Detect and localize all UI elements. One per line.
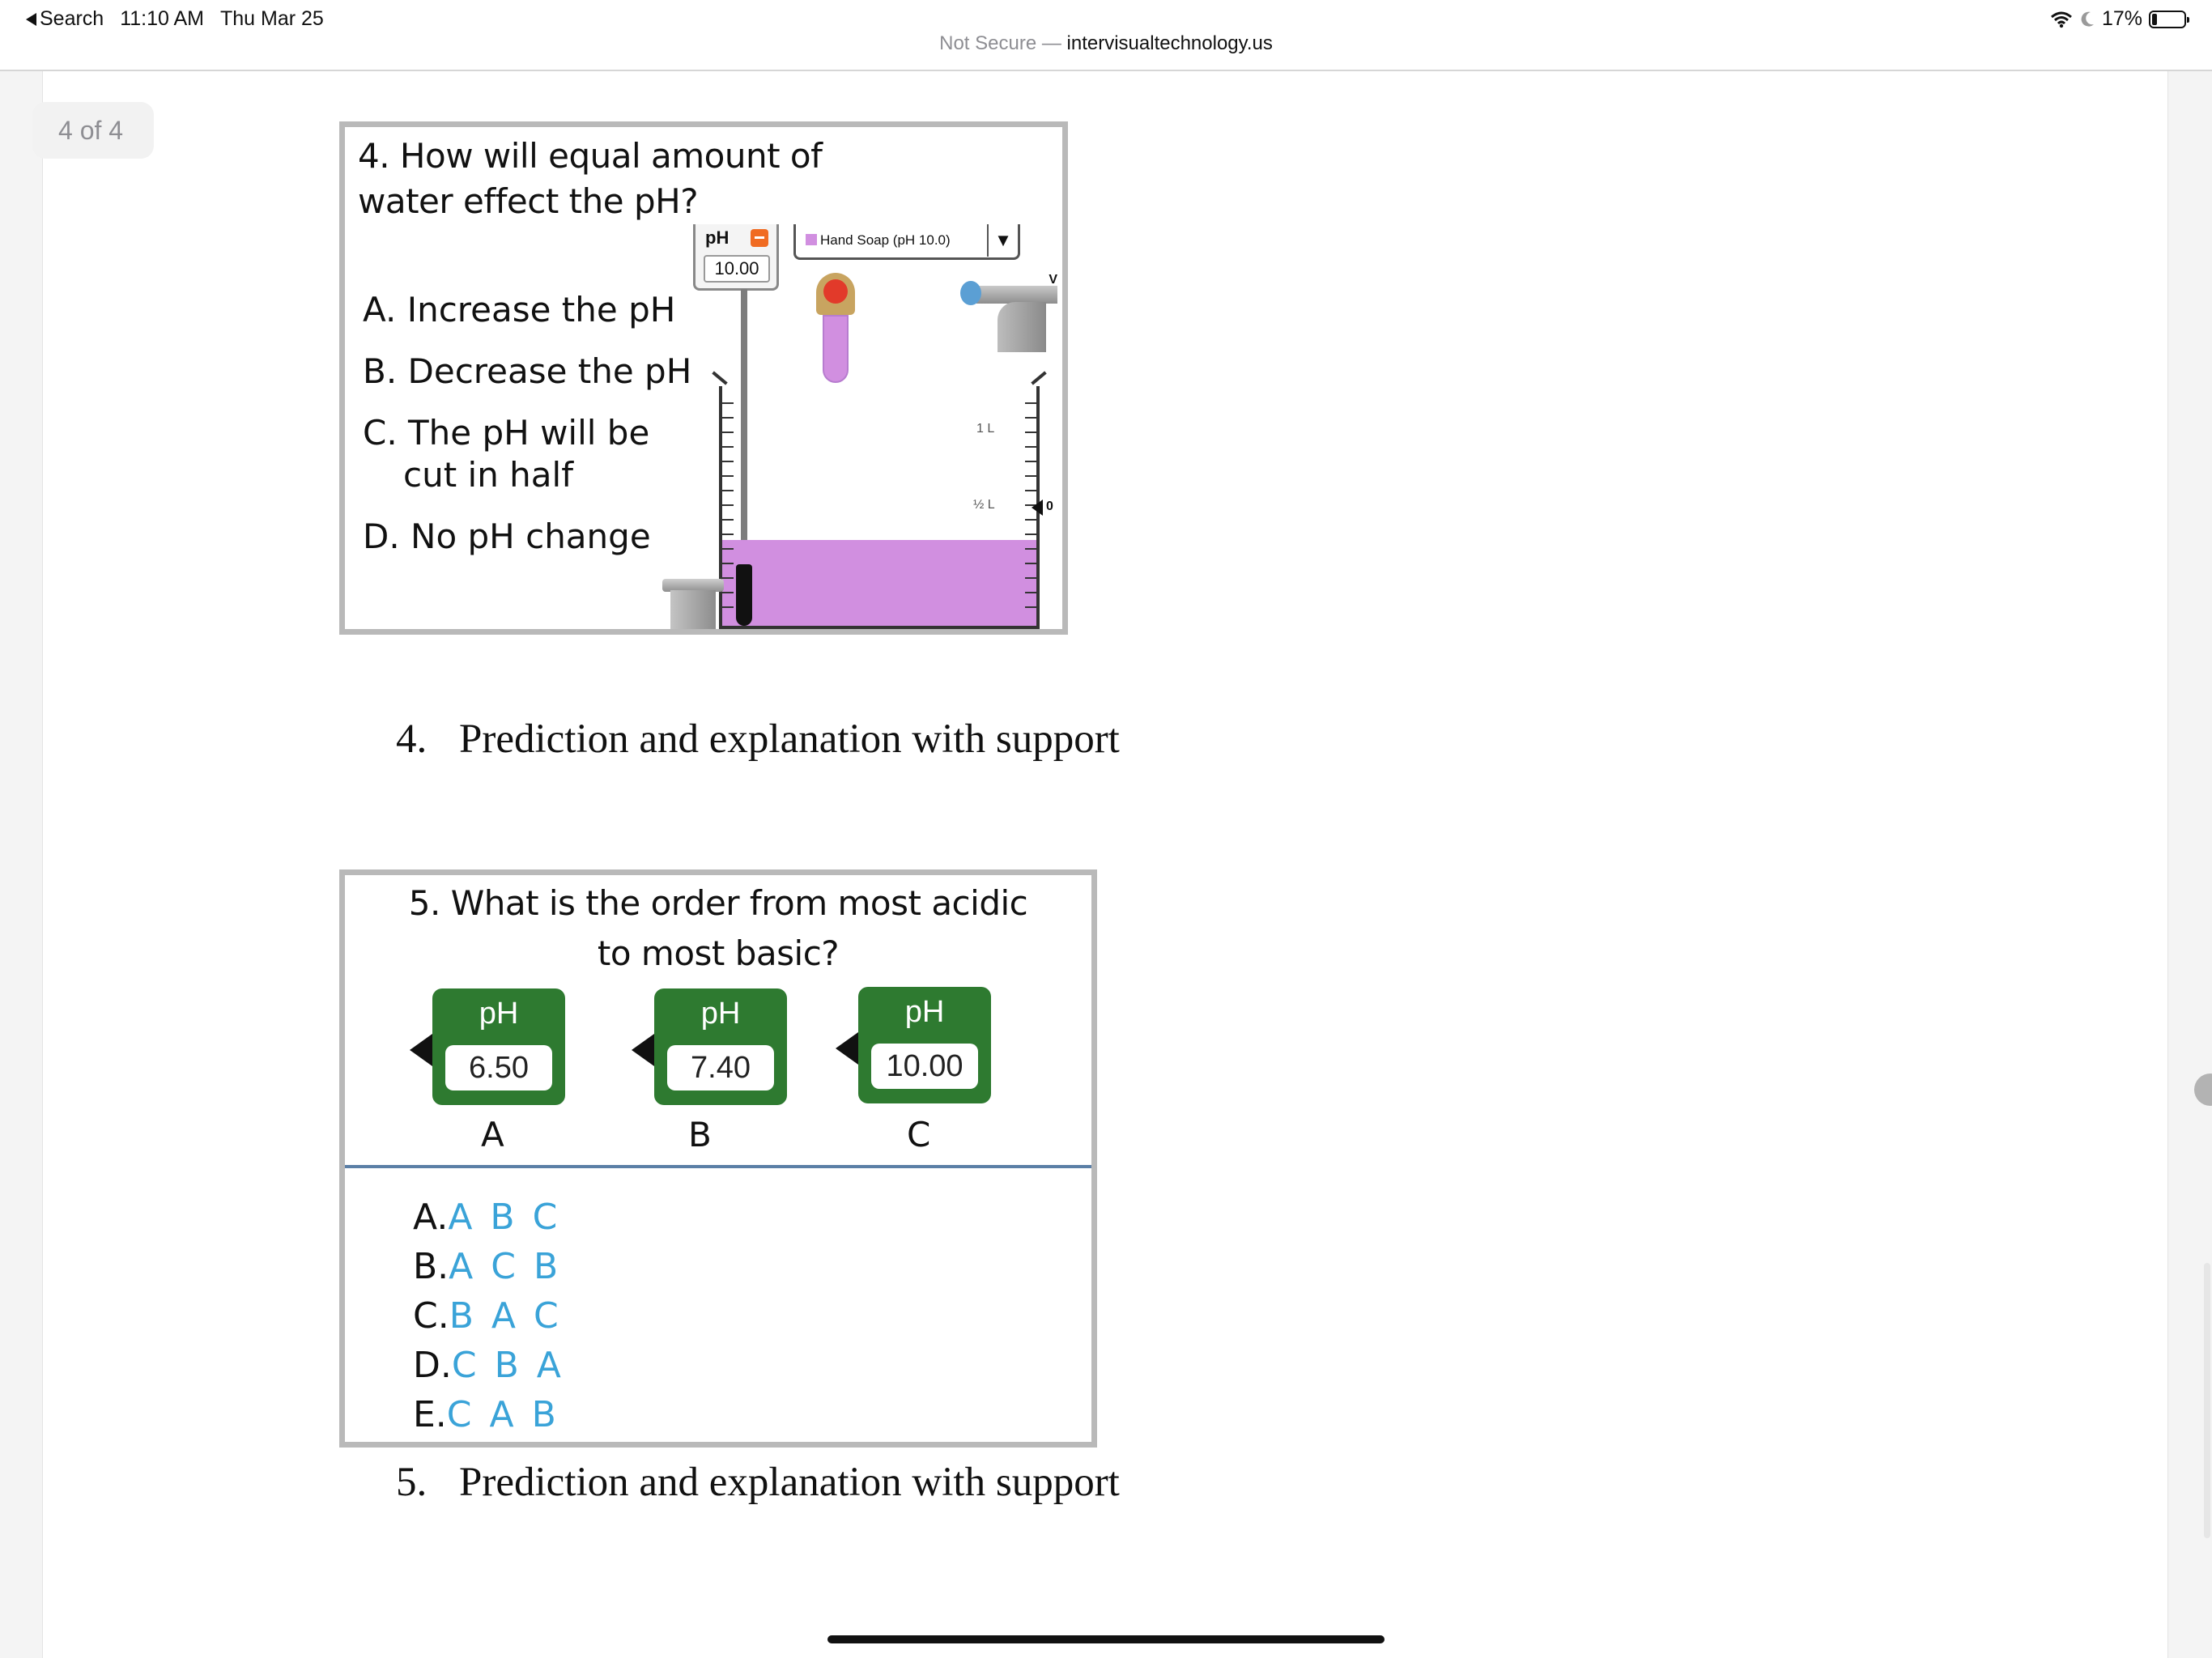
faucet-mark: V	[1049, 273, 1057, 287]
volume-label-half-l: ½ L	[973, 498, 995, 512]
question-4-caption	[396, 716, 1120, 763]
solute-label: Hand Soap (pH 10.0)	[820, 232, 951, 248]
pointer-icon	[836, 1032, 858, 1065]
question-5-title	[345, 878, 1091, 979]
do-not-disturb-moon-icon	[2079, 11, 2095, 28]
ph-meter-c	[858, 987, 991, 1103]
minus-icon[interactable]	[751, 229, 768, 247]
choice-letter: B.	[413, 1246, 449, 1287]
battery-percent: 17%	[2101, 7, 2142, 30]
back-label: Search	[40, 7, 104, 30]
choice-a: A. Increase the pH	[363, 290, 676, 329]
question-4-title: 4. How will equal amount of water effect the pH?	[358, 136, 823, 221]
choice-answer: A B C	[448, 1197, 561, 1238]
ph-meter-b-label: pH	[700, 997, 741, 1031]
choice-answer: C A B	[446, 1394, 559, 1435]
status-left	[26, 7, 324, 31]
question-5-choices	[413, 1192, 564, 1439]
caption-5-number: 5.	[396, 1460, 428, 1505]
meter-letter-b: B	[688, 1115, 712, 1154]
back-arrow-icon	[26, 13, 36, 26]
choice-row	[413, 1291, 564, 1341]
beaker-lip-right	[1031, 371, 1046, 385]
ph-meter-label: pH	[705, 227, 730, 248]
ph-meter	[693, 224, 779, 291]
choice-row	[413, 1242, 564, 1291]
question-5-caption	[396, 1459, 1120, 1506]
choice-d: D. No pH change	[363, 517, 651, 556]
dropper-button[interactable]	[823, 279, 848, 304]
document-page	[42, 71, 2168, 1658]
battery-icon	[2149, 11, 2186, 28]
address-bar[interactable]	[0, 29, 2212, 71]
ph-meter-a	[432, 988, 565, 1105]
ph-probe-tip	[736, 564, 752, 626]
question-5-divider	[345, 1165, 1091, 1168]
battery-fill	[2152, 14, 2157, 25]
volume-label-1l: 1 L	[976, 422, 995, 436]
url-domain: intervisualtechnology.us	[1066, 32, 1273, 54]
caption-5-text: Prediction and explanation with support	[459, 1460, 1120, 1505]
pointer-icon	[632, 1034, 654, 1066]
volume-pointer-icon	[1032, 500, 1043, 516]
scrollbar[interactable]	[2204, 1263, 2210, 1538]
ph-meter-b-value: 7.40	[667, 1045, 774, 1090]
dropper-icon[interactable]	[813, 273, 858, 394]
chevron-down-icon[interactable]: ▼	[987, 224, 1018, 257]
question-5-image	[339, 869, 1097, 1448]
wifi-icon	[2050, 11, 2073, 28]
page-counter: 4 of 4	[32, 102, 154, 159]
choice-letter: A.	[413, 1197, 449, 1238]
status-time: 11:10 AM	[120, 7, 204, 30]
pdf-viewer[interactable]	[0, 71, 2212, 1658]
question-4-image	[339, 121, 1068, 635]
choice-row	[413, 1341, 564, 1390]
status-date: Thu Mar 25	[220, 7, 324, 30]
question-4-choices	[363, 279, 691, 568]
volume-pointer-value: 0	[1046, 500, 1053, 513]
security-label: Not Secure —	[939, 32, 1061, 54]
choice-answer: A C B	[449, 1246, 562, 1287]
choice-letter: D.	[413, 1345, 452, 1386]
ph-meter-b	[654, 988, 787, 1105]
faucet-handle[interactable]	[960, 281, 981, 305]
drain-faucet-icon[interactable]	[662, 571, 724, 635]
ph-meter-a-label: pH	[479, 997, 519, 1031]
caption-4-text: Prediction and explanation with support	[459, 716, 1120, 762]
choice-answer: B A C	[449, 1295, 562, 1337]
choice-row	[413, 1192, 564, 1242]
meter-letter-a: A	[481, 1115, 504, 1154]
pointer-icon	[410, 1034, 432, 1066]
choice-row	[413, 1390, 564, 1439]
question-5-title-line2: to most basic?	[597, 933, 840, 973]
beaker-ticks-left	[722, 402, 734, 621]
water-faucet-icon[interactable]	[960, 273, 1057, 370]
ph-meter-c-value: 10.00	[871, 1044, 978, 1089]
beaker-lip-left	[712, 371, 727, 385]
choice-b: B. Decrease the pH	[363, 351, 692, 391]
ph-meter-value: 10.00	[704, 255, 770, 283]
solute-dropdown[interactable]	[793, 224, 1020, 260]
back-to-search-button[interactable]	[26, 7, 104, 31]
ph-meter-a-value: 6.50	[445, 1045, 552, 1090]
choice-letter: C.	[413, 1295, 449, 1337]
solute-swatch	[806, 234, 817, 245]
choice-c-line1: C. The pH will be	[363, 413, 650, 453]
question-5-title-line1: 5. What is the order from most acidic	[408, 883, 1028, 923]
ph-meter-c-label: pH	[904, 995, 945, 1029]
beaker-liquid	[722, 540, 1036, 626]
choice-answer: C B A	[451, 1345, 564, 1386]
choice-letter: E.	[413, 1394, 447, 1435]
home-indicator[interactable]	[827, 1635, 1385, 1643]
choice-c-line2: cut in half	[403, 455, 573, 495]
meter-letter-c: C	[907, 1115, 931, 1154]
status-right	[2050, 7, 2186, 31]
caption-4-number: 4.	[396, 716, 428, 762]
